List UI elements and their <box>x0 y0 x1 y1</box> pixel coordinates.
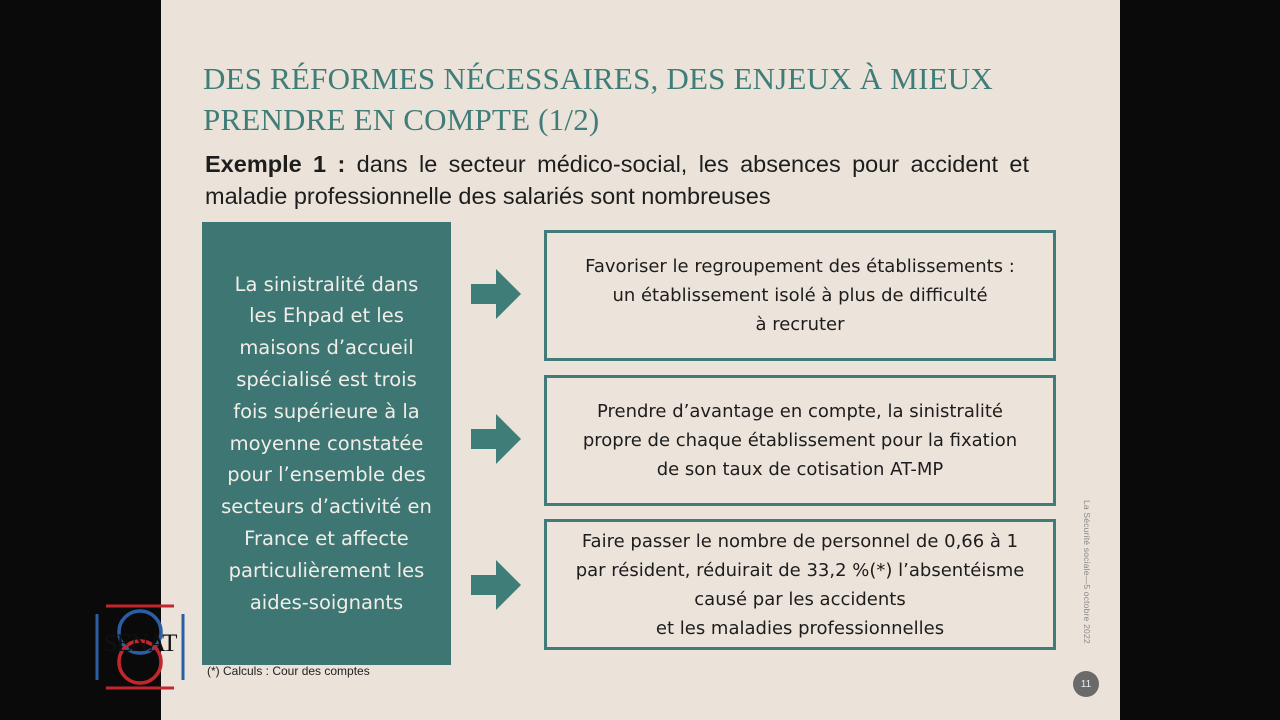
measure-line: Prendre d’avantage en compte, la sinistralité <box>596 401 1003 422</box>
arrow-right-icon <box>471 267 523 321</box>
measure-line: de son taux de cotisation AT-MP <box>656 459 944 480</box>
title-line-1: DES RÉFORMES NÉCESSAIRES, DES ENJEUX À MIEUX <box>203 61 993 96</box>
senat-logo-text: SENAT <box>103 630 177 657</box>
arrow-right-icon <box>471 558 523 612</box>
slide <box>161 0 1120 720</box>
slide-title <box>203 58 1083 140</box>
measure-line: et les maladies professionnelles <box>655 617 945 639</box>
arrow-right-icon <box>471 412 523 466</box>
left-box-line: La sinistralité dans <box>234 272 419 296</box>
measure-box-2 <box>544 375 1056 506</box>
left-box-line: aides-soignants <box>249 590 404 614</box>
measure-line: Favoriser le regroupement des établissements : <box>585 256 1015 277</box>
left-box-line: France et affecte <box>244 526 409 550</box>
measure-line: propre de chaque établissement pour la fixation <box>582 430 1018 451</box>
measure-box-1 <box>544 230 1056 361</box>
left-box-line: fois supérieure à la <box>233 399 420 423</box>
left-info-box <box>202 222 451 665</box>
senat-logo <box>94 600 186 692</box>
left-box-line: pour l’ensemble des <box>227 463 426 487</box>
slide-subtitle <box>205 148 1029 212</box>
slide-footer-vertical: La Sécurité sociale—5 octobre 2022 <box>1082 500 1092 644</box>
footnote: (*) Calculs : Cour des comptes <box>207 664 370 678</box>
measure-line: Faire passer le nombre de personnel de 0,66 à 1 <box>581 530 1019 552</box>
page-number-badge: 11 <box>1073 671 1099 697</box>
measure-line: un établissement isolé à plus de difficulté <box>612 285 988 306</box>
measure-line: à recruter <box>755 314 845 335</box>
subtitle-bold: Exemple 1 : <box>205 151 346 177</box>
left-box-line: moyenne constatée <box>229 431 424 455</box>
title-line-2: PRENDRE EN COMPTE (1/2) <box>203 102 600 137</box>
left-box-line: spécialisé est trois <box>236 368 417 391</box>
measure-line: par résident, réduirait de 33,2 %(*) l’absentéisme <box>575 559 1025 581</box>
measure-box-3 <box>544 519 1056 650</box>
subtitle-text: dans le secteur médico-social, les absences pour accident et maladie professionnelle des salariés sont nombreuses <box>205 151 1029 209</box>
left-box-line: les Ehpad et les <box>249 304 404 328</box>
left-box-line: particulièrement les <box>228 558 425 582</box>
left-box-line: maisons d’accueil <box>239 336 414 360</box>
measure-line: causé par les accidents <box>694 588 906 610</box>
left-box-line: secteurs d’activité en <box>221 495 432 519</box>
